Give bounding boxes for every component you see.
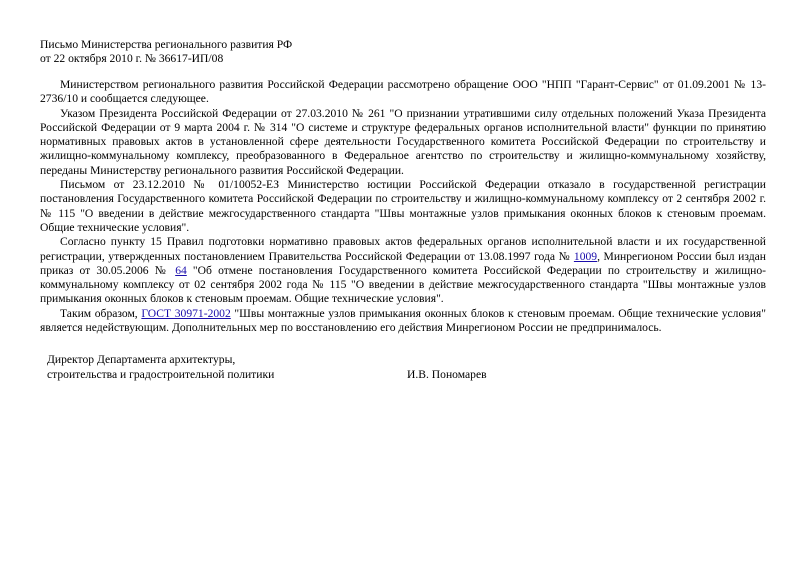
signatory-name: И.В. Пономарев xyxy=(407,367,487,381)
paragraph-2: Указом Президента Российской Федерации от 27.03.2010 № 261 "О признании утратившими силу отдельных положений Указа Президента Российской Федерации от 9 марта 2004 г. № 314 "О системе и структуре федеральных органов исполнительной власти" функции по принятию нормативных правовых актов в установленной сфере деятельности Государственного комитета Российской Федерации по строительству и жилищно-коммунальному комплексу, преобразованного в Федеральное агентство по строительству и жилищно-коммунальному хозяйству, переданы Министерству регионального развития Российской Федерации. xyxy=(40,106,766,177)
header-date-number: от 22 октября 2010 г. № 36617-ИП/08 xyxy=(40,52,224,65)
signature-row xyxy=(47,368,766,382)
signature-block xyxy=(47,353,766,382)
paragraph-4-text-b: , Минрегионом России был издан приказ от 30.05.2006 № xyxy=(40,249,766,277)
link-order-64[interactable]: 64 xyxy=(175,263,187,277)
signature-title-line-1: Директор Департамента архитектуры, xyxy=(47,353,236,367)
paragraph-3: Письмом от 23.12.2010 № 01/10052-ЕЗ Министерство юстиции Российской Федерации отказало в государственной регистрации постановления Государственного комитета Российской Федерации по строительству и жилищно-коммунальному комплексу от 2 сентября 2002 г. № 115 "О введении в действие межгосударственного стандарта "Швы монтажные узлов примыкания оконных блоков к стеновым проемам. Общие технические условия". xyxy=(40,178,766,234)
paragraph-5-text-a: Таким образом, xyxy=(60,306,142,320)
document-header xyxy=(40,38,766,66)
signature-title-line-2: строительства и градостроительной политики xyxy=(47,367,275,381)
paragraph-4 xyxy=(40,235,766,306)
document-page xyxy=(40,38,766,382)
paragraph-4-text-c: "Об отмене постановления Государственного комитета Российской Федерации по строительству и жилищно-коммунальному комплексу от 02 сентября 2002 года № 115 "О введении в действие межгосударственного стандарта "Швы монтажные узлов примыкания оконных блоков к стеновым проемам. Общие технические условия". xyxy=(40,263,766,306)
paragraph-5-text-b: "Швы монтажные узлов примыкания оконных блоков к стеновым проемам. Общие технические условия" является недействующим. Дополнительных мер по восстановлению его действия Минрегионом России не предпринималось. xyxy=(40,306,766,335)
link-resolution-1009[interactable]: 1009 xyxy=(573,249,598,263)
paragraph-1: Министерством регионального развития Российской Федерации рассмотрено обращение ООО "НПП "Гарант-Сервис" от 01.09.2001 № 13-2736/10 и сообщается следующее. xyxy=(40,78,766,106)
document-body xyxy=(40,78,766,335)
link-gost-30971-2002[interactable]: ГОСТ 30971-2002 xyxy=(141,306,231,320)
paragraph-4-text-a: Согласно пункту 15 Правил подготовки нормативно правовых актов федеральных органов исполнительной власти и их государственной регистрации, утвержденных постановлением Правительства Российской Федерации от 13.08.1997 года № xyxy=(40,235,766,263)
paragraph-5 xyxy=(40,307,766,336)
header-title: Письмо Министерства регионального развития РФ xyxy=(40,38,293,51)
